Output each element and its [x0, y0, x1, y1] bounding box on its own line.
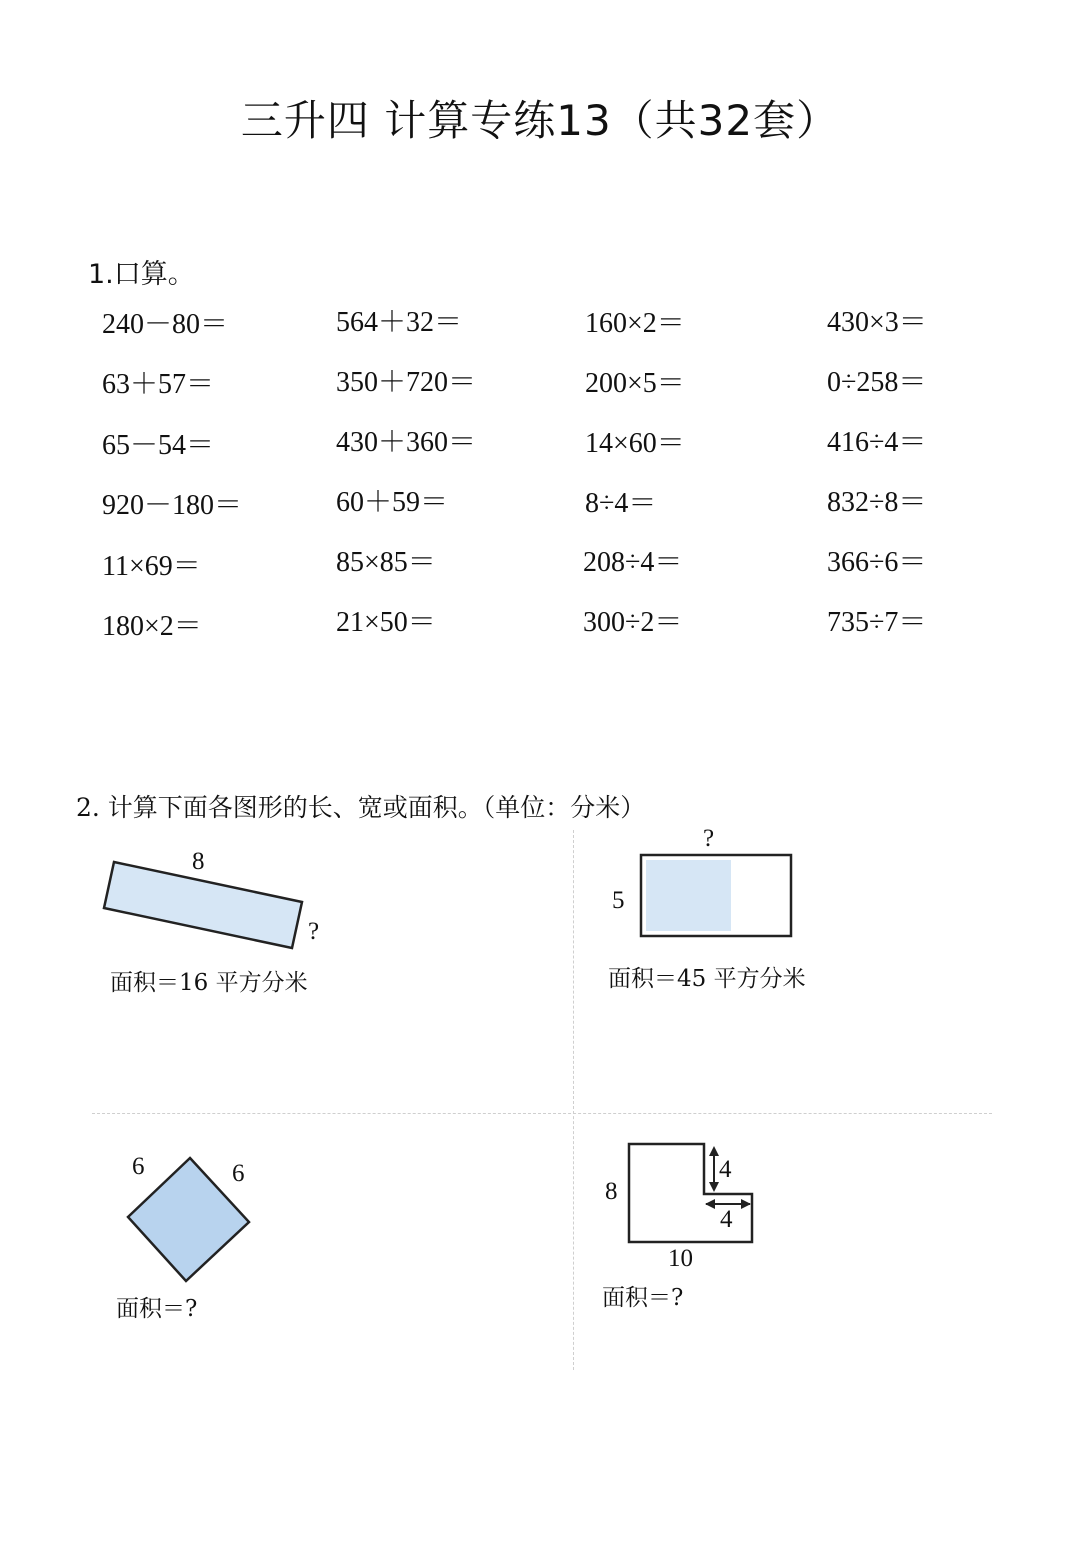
fig3-right-side-label: 6: [232, 1160, 245, 1187]
arrow-down-head: [709, 1182, 719, 1192]
problem-1-0: 63＋57＝: [102, 369, 215, 400]
fig2-length-label: ?: [703, 825, 715, 852]
problem-3-1: 60＋59＝: [336, 487, 449, 518]
problem-0-1: 564＋32＝: [336, 307, 463, 338]
fig4-notch-height-label: 4: [719, 1156, 732, 1183]
problem-2-1: 430＋360＝: [336, 427, 477, 458]
fig2-caption: 面积＝45 平方分米: [608, 966, 806, 992]
fig4-notch-width-label: 4: [720, 1206, 733, 1233]
fig4-base-label: 10: [668, 1245, 693, 1272]
problem-2-2: 14×60＝: [585, 428, 685, 459]
section1-heading: 1.口算。: [88, 259, 195, 290]
problem-1-2: 200×5＝: [585, 368, 685, 399]
problem-3-2: 8÷4＝: [585, 488, 657, 519]
diamond-square-shape: [128, 1158, 249, 1281]
fig1-caption: 面积＝16 平方分米: [110, 970, 308, 996]
problem-1-3: 0÷258＝: [827, 367, 927, 398]
problem-1-1: 350＋720＝: [336, 367, 477, 398]
problem-4-2: 208÷4＝: [583, 547, 683, 578]
fig3-caption: 面积＝?: [116, 1296, 198, 1322]
problem-5-1: 21×50＝: [336, 607, 436, 638]
problem-2-3: 416÷4＝: [827, 427, 927, 458]
problem-4-1: 85×85＝: [336, 547, 436, 578]
page-title: 三升四 计算专练13（共32套）: [240, 96, 840, 145]
rectangle-inner-shade: [646, 860, 731, 931]
problem-0-3: 430×3＝: [827, 307, 927, 338]
problem-5-3: 735÷7＝: [827, 607, 927, 638]
arrow-up-head: [709, 1146, 719, 1156]
fig3-left-side-label: 6: [132, 1153, 145, 1180]
problem-0-0: 240－80＝: [102, 309, 229, 340]
problem-0-2: 160×2＝: [585, 308, 685, 339]
problem-5-0: 180×2＝: [102, 611, 202, 642]
fig4-caption: 面积＝?: [602, 1285, 684, 1311]
notched-rectangle-shape: [629, 1144, 752, 1242]
fig4-height-label: 8: [605, 1178, 618, 1205]
fig1-length-label: 8: [192, 848, 205, 875]
problem-3-3: 832÷8＝: [827, 487, 927, 518]
problem-3-0: 920－180＝: [102, 490, 243, 521]
section2-heading: 2. 计算下面各图形的长、宽或面积。（单位：分米）: [76, 793, 646, 822]
problem-5-2: 300÷2＝: [583, 607, 683, 638]
problem-4-3: 366÷6＝: [827, 547, 927, 578]
fig2-width-label: 5: [612, 887, 625, 914]
fig1-width-label: ?: [308, 918, 320, 945]
problem-2-0: 65－54＝: [102, 430, 215, 461]
problem-4-0: 11×69＝: [102, 551, 201, 582]
